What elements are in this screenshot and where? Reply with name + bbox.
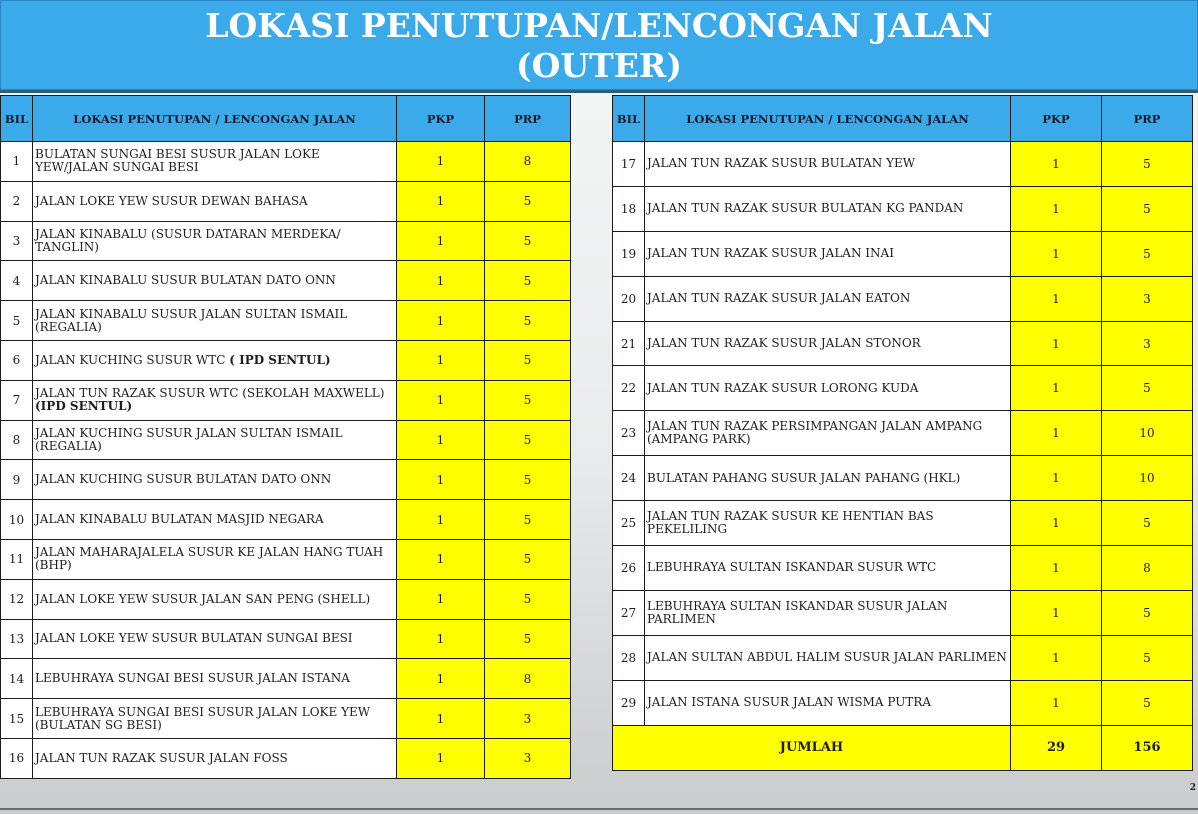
row-location [645,276,1011,321]
row-location-text: JALAN KUCHING SUSUR JALAN SULTAN ISMAIL (REGALIA) [35,425,343,453]
row-location-text: JALAN LOKE YEW SUSUR JALAN SAN PENG (SHELL) [35,591,371,606]
row-location [33,142,397,182]
row-pkp: 1 [1011,366,1102,411]
row-location [33,221,397,261]
row-bil: 8 [1,420,33,460]
row-prp: 5 [485,460,571,500]
table-body-right [613,142,1193,726]
table-row [1,181,571,221]
row-pkp: 1 [397,380,485,420]
row-location-text: JALAN TUN RAZAK SUSUR LORONG KUDA [647,380,919,395]
row-prp: 5 [1102,635,1193,680]
row-location-bold: (IPD SENTUL) [35,399,133,414]
row-location-text: BULATAN SUNGAI BESI SUSUR JALAN LOKE YEW/JALAN SUNGAI BESI [35,147,320,175]
row-location [33,261,397,301]
table-row [1,340,571,380]
row-prp: 3 [1102,321,1193,366]
row-bil: 11 [1,539,33,579]
row-prp: 5 [485,380,571,420]
row-prp: 5 [485,539,571,579]
row-prp: 5 [1102,366,1193,411]
table-row [1,579,571,619]
row-pkp: 1 [397,420,485,460]
closure-table-right [612,95,1193,771]
slide-title [0,0,1198,90]
table-row [613,635,1193,680]
row-prp: 3 [485,699,571,739]
row-location [33,579,397,619]
header-bil: BIL [613,96,645,142]
header-bil: BIL [1,96,33,142]
row-pkp: 1 [397,221,485,261]
table-row [1,539,571,579]
row-pkp: 1 [1011,186,1102,231]
table-body-left [1,142,571,779]
table-row [1,659,571,699]
row-pkp: 1 [397,738,485,778]
row-bil: 4 [1,261,33,301]
row-location-text: LEBUHRAYA SULTAN ISKANDAR SUSUR WTC [647,560,937,575]
table-row [1,619,571,659]
row-pkp: 1 [397,460,485,500]
row-prp: 3 [1102,276,1193,321]
row-prp: 3 [485,738,571,778]
row-prp: 5 [485,301,571,341]
row-bil: 5 [1,301,33,341]
row-pkp: 1 [1011,321,1102,366]
table-row [1,500,571,540]
row-prp: 5 [1102,590,1193,635]
row-pkp: 1 [1011,276,1102,321]
row-location [645,635,1011,680]
row-bil: 27 [613,590,645,635]
row-bil: 17 [613,142,645,187]
total-label: JUMLAH [613,725,1011,770]
row-location [645,231,1011,276]
title-line-2: (OUTER) [516,46,682,85]
row-location [33,301,397,341]
table-row [613,321,1193,366]
row-pkp: 1 [1011,231,1102,276]
row-prp: 8 [485,659,571,699]
row-location [645,321,1011,366]
row-location [645,186,1011,231]
row-location-text: JALAN TUN RAZAK SUSUR JALAN STONOR [647,336,921,350]
row-bil: 15 [1,699,33,739]
row-bil: 2 [1,181,33,221]
row-location-text: JALAN TUN RAZAK SUSUR BULATAN YEW [647,156,916,171]
row-prp: 5 [485,340,571,380]
row-location [645,411,1011,456]
row-bil: 6 [1,340,33,380]
row-pkp: 1 [1011,546,1102,591]
title-divider [0,90,1198,93]
row-bil: 23 [613,411,645,456]
row-bil: 25 [613,501,645,546]
row-location-text: LEBUHRAYA SULTAN ISKANDAR SUSUR JALAN PARLIMEN [647,598,948,626]
row-location-text: JALAN KINABALU SUSUR JALAN SULTAN ISMAIL (REGALIA) [35,306,348,334]
table-row [1,420,571,460]
table-row [1,301,571,341]
row-location-text: JALAN KINABALU (SUSUR DATARAN MERDEKA/ TANGLIN) [35,226,341,254]
footer-line [0,808,1198,810]
row-bil: 7 [1,380,33,420]
row-prp: 5 [1102,680,1193,725]
header-prp: PRP [1102,96,1193,142]
row-pkp: 1 [397,659,485,699]
row-location [645,366,1011,411]
row-pkp: 1 [1011,635,1102,680]
row-bil: 1 [1,142,33,182]
table-row [613,546,1193,591]
row-location-text: LEBUHRAYA SUNGAI BESI SUSUR JALAN ISTANA [35,671,350,686]
table-row [613,142,1193,187]
row-bil: 29 [613,680,645,725]
row-bil: 24 [613,456,645,501]
table-row [613,366,1193,411]
row-location [33,380,397,420]
row-location [645,680,1011,725]
row-location [33,699,397,739]
row-pkp: 1 [397,500,485,540]
row-pkp: 1 [397,261,485,301]
row-location [33,420,397,460]
row-location-text: JALAN KUCHING SUSUR WTC [35,352,230,367]
row-location [645,546,1011,591]
row-location [33,659,397,699]
row-bil: 18 [613,186,645,231]
table-row [613,456,1193,501]
table-row [613,276,1193,321]
row-bil: 14 [1,659,33,699]
row-location-text: JALAN TUN RAZAK SUSUR JALAN FOSS [35,750,288,765]
row-pkp: 1 [1011,590,1102,635]
closure-table-left [0,95,571,779]
row-pkp: 1 [397,340,485,380]
row-pkp: 1 [397,619,485,659]
row-location [33,181,397,221]
row-location-text: JALAN KUCHING SUSUR BULATAN DATO ONN [35,472,332,487]
row-bil: 21 [613,321,645,366]
row-pkp: 1 [397,181,485,221]
row-prp: 5 [1102,186,1193,231]
row-pkp: 1 [397,301,485,341]
total-pkp: 29 [1011,725,1102,770]
row-bil: 16 [1,738,33,778]
row-prp: 5 [485,619,571,659]
row-location [645,590,1011,635]
row-bil: 13 [1,619,33,659]
row-location-text: LEBUHRAYA SUNGAI BESI SUSUR JALAN LOKE YEW (BULATAN SG BESI) [35,704,371,732]
row-location [33,340,397,380]
table-row [1,380,571,420]
row-location-text: BULATAN PAHANG SUSUR JALAN PAHANG (HKL) [647,470,961,485]
row-bil: 20 [613,276,645,321]
row-bil: 19 [613,231,645,276]
row-location [33,619,397,659]
row-location-text: JALAN TUN RAZAK SUSUR KE HENTIAN BAS PEKELILING [647,509,934,537]
row-location [33,539,397,579]
row-location [645,142,1011,187]
row-prp: 5 [485,181,571,221]
table-row [613,680,1193,725]
row-location [33,460,397,500]
row-location-text: JALAN ISTANA SUSUR JALAN WISMA PUTRA [647,695,932,710]
row-location-text: JALAN KINABALU BULATAN MASJID NEGARA [35,512,324,527]
row-location-text: JALAN TUN RAZAK SUSUR JALAN EATON [647,291,911,306]
table-row [613,590,1193,635]
header-pkp: PKP [397,96,485,142]
row-location-text: JALAN LOKE YEW SUSUR DEWAN BAHASA [35,193,308,208]
row-bil: 22 [613,366,645,411]
row-location-bold: ( IPD SENTUL) [229,352,331,367]
row-location-text: JALAN TUN RAZAK SUSUR BULATAN KG PANDAN [647,201,964,216]
page-number: 2 [1189,783,1196,793]
row-pkp: 1 [1011,456,1102,501]
row-prp: 5 [1102,231,1193,276]
row-pkp: 1 [397,539,485,579]
row-prp: 5 [485,579,571,619]
table-row [1,221,571,261]
title-line-1: LOKASI PENUTUPAN/LENCONGAN JALAN [205,6,993,45]
row-location [645,456,1011,501]
row-prp: 10 [1102,411,1193,456]
table-row [1,460,571,500]
row-bil: 3 [1,221,33,261]
total-prp: 156 [1102,725,1193,770]
table-row [613,411,1193,456]
row-bil: 26 [613,546,645,591]
table-row [613,501,1193,546]
table-row [1,142,571,182]
row-location-text: JALAN KINABALU SUSUR BULATAN DATO ONN [35,273,336,288]
row-pkp: 1 [397,579,485,619]
row-bil: 28 [613,635,645,680]
table-row [1,699,571,739]
row-location [33,500,397,540]
row-prp: 10 [1102,456,1193,501]
row-prp: 5 [485,420,571,460]
header-lokasi: LOKASI PENUTUPAN / LENCONGAN JALAN [645,96,1011,142]
row-pkp: 1 [397,699,485,739]
table-row [613,186,1193,231]
row-pkp: 1 [397,142,485,182]
row-pkp: 1 [1011,501,1102,546]
row-location-text: JALAN SULTAN ABDUL HALIM SUSUR JALAN PARLIMEN [647,650,1007,665]
row-bil: 10 [1,500,33,540]
row-pkp: 1 [1011,142,1102,187]
row-prp: 8 [485,142,571,182]
table-row [1,738,571,778]
row-location-text: JALAN TUN RAZAK PERSIMPANGAN JALAN AMPANG (AMPANG PARK) [647,419,983,447]
row-pkp: 1 [1011,680,1102,725]
row-prp: 8 [1102,546,1193,591]
total-row [613,725,1193,770]
table-row [613,231,1193,276]
row-location-text: JALAN LOKE YEW SUSUR BULATAN SUNGAI BESI [35,631,353,646]
table-header-row [1,96,571,142]
row-prp: 5 [1102,501,1193,546]
row-prp: 5 [1102,142,1193,187]
header-lokasi: LOKASI PENUTUPAN / LENCONGAN JALAN [33,96,397,142]
row-prp: 5 [485,500,571,540]
row-pkp: 1 [1011,411,1102,456]
row-bil: 9 [1,460,33,500]
header-pkp: PKP [1011,96,1102,142]
row-location [33,738,397,778]
row-prp: 5 [485,221,571,261]
row-prp: 5 [485,261,571,301]
table-row [1,261,571,301]
row-location-text: JALAN MAHARAJALELA SUSUR KE JALAN HANG TUAH (BHP) [35,545,384,573]
table-header-row [613,96,1193,142]
row-bil: 12 [1,579,33,619]
header-prp: PRP [485,96,571,142]
row-location-text: JALAN TUN RAZAK SUSUR WTC (SEKOLAH MAXWELL) [35,386,385,401]
row-location-text: JALAN TUN RAZAK SUSUR JALAN INAI [647,246,894,261]
row-location [645,501,1011,546]
